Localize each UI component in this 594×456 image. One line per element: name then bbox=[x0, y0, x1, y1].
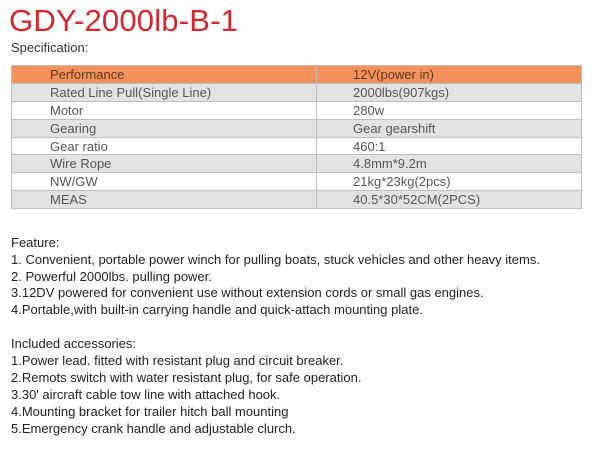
specification-table bbox=[11, 65, 582, 209]
spec-value-cell: 2000lbs(907kgs) bbox=[317, 83, 582, 101]
spec-label-cell: Motor bbox=[12, 101, 317, 119]
accessories-heading: Included accessories: bbox=[11, 336, 137, 351]
spec-value-cell: 21kg*23kg(2pcs) bbox=[317, 173, 582, 191]
accessory-item: 3.30' aircraft cable tow line with attached hook. bbox=[11, 386, 281, 402]
spec-row-motor bbox=[12, 101, 582, 119]
spec-value-cell: 280w bbox=[317, 101, 582, 119]
product-title: GDY-2000lb-B-1 bbox=[9, 3, 239, 38]
accessory-item: 2.Remots switch with water resistant plug, for safe operation. bbox=[11, 369, 362, 385]
feature-item: 4.Portable,with built-in carrying handle and quick-attach mounting plate. bbox=[11, 302, 423, 318]
accessory-item: 5.Emergency crank handle and adjustable clurch. bbox=[11, 420, 296, 436]
spec-row-meas bbox=[12, 191, 582, 209]
spec-value-cell: 460:1 bbox=[317, 137, 582, 155]
feature-section bbox=[11, 235, 540, 319]
spec-label-cell: Gear ratio bbox=[12, 137, 317, 155]
spec-label-cell: Performance bbox=[12, 66, 317, 84]
spec-row-gearing bbox=[12, 119, 582, 137]
spec-label-cell: NW/GW bbox=[12, 173, 317, 191]
accessory-item: 1.Power lead. fitted with resistant plug and circuit breaker. bbox=[11, 352, 344, 368]
spec-row-rated-line-pull bbox=[12, 83, 582, 101]
accessories-section bbox=[11, 336, 361, 437]
spec-label-cell: MEAS bbox=[12, 191, 317, 209]
feature-item: 3.12DV powered for convenient use without extension cords or small gas engines. bbox=[11, 285, 484, 301]
accessory-item: 4.Mounting bracket for trailer hitch ball mounting bbox=[11, 403, 289, 419]
specification-label: Specification: bbox=[11, 40, 89, 55]
spec-value-cell: 12V(power in) bbox=[317, 66, 582, 84]
spec-value-cell: 40.5*30*52CM(2PCS) bbox=[317, 191, 582, 209]
feature-item: 2. Powerful 2000lbs. pulling power. bbox=[11, 268, 212, 284]
feature-heading: Feature: bbox=[11, 235, 60, 250]
spec-label-cell: Rated Line Pull(Single Line) bbox=[12, 83, 317, 101]
spec-label-cell: Wire Rope bbox=[12, 155, 317, 173]
spec-row-gear-ratio bbox=[12, 137, 582, 155]
spec-value-cell: Gear gearshift bbox=[317, 119, 582, 137]
feature-item: 1. Convenient, portable power winch for pulling boats, stuck vehicles and other heavy items. bbox=[11, 251, 540, 267]
spec-row-performance bbox=[12, 66, 582, 84]
spec-row-nw-gw bbox=[12, 173, 582, 191]
spec-value-cell: 4.8mm*9.2m bbox=[317, 155, 582, 173]
spec-row-wire-rope bbox=[12, 155, 582, 173]
spec-label-cell: Gearing bbox=[12, 119, 317, 137]
